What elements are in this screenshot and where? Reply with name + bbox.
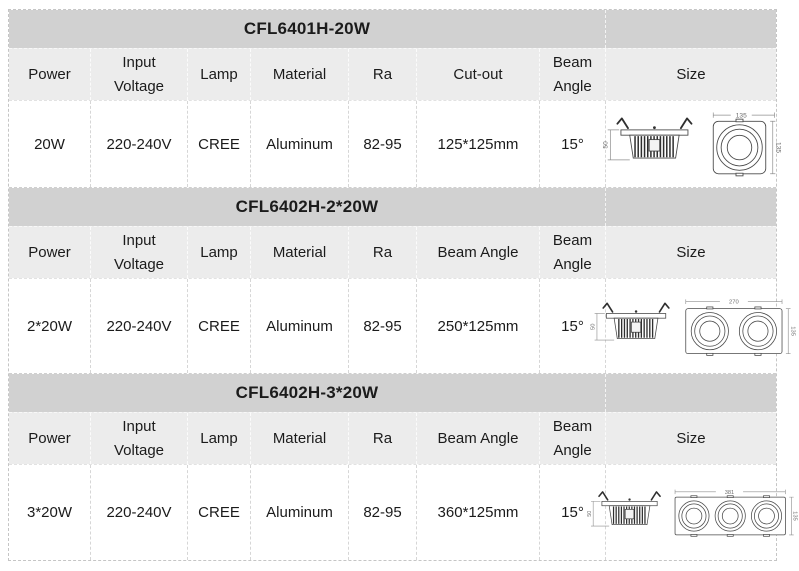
value-power: 20W	[9, 101, 91, 187]
face-height-dim-label: 135	[789, 325, 796, 336]
value-beam-angle-dim: 360*125mm	[417, 465, 540, 560]
value-ra: 82-95	[349, 101, 417, 187]
header-cell-material: Material	[251, 49, 349, 100]
header-cell-power: Power	[9, 49, 91, 100]
spec-data-row	[9, 100, 781, 188]
value-ra: 82-95	[349, 279, 417, 373]
section-title: CFL6402H-3*20W	[9, 374, 606, 412]
downlight-side-view-drawing	[598, 115, 695, 173]
value-lamp: CREE	[188, 465, 251, 560]
product-section-cfl6401h	[9, 10, 781, 188]
product-section-cfl6402h-2	[9, 188, 796, 374]
section-title: CFL6401H-20W	[9, 10, 606, 48]
spec-data-row	[9, 278, 796, 374]
value-beam-angle: 15°	[540, 465, 606, 560]
header-cell-lamp: Lamp	[188, 413, 251, 464]
header-cell-size: Size	[676, 243, 706, 261]
header-cell-lamp: Lamp	[188, 49, 251, 100]
value-power: 2*20W	[9, 279, 91, 373]
section-title-spacer	[606, 10, 776, 48]
face-height-dim-label: 135	[773, 142, 781, 153]
face-width-dim-label: 270	[729, 299, 739, 306]
column-header-row	[9, 226, 776, 278]
header-cell-lamp: Lamp	[188, 227, 251, 278]
value-material: Aluminum	[251, 465, 349, 560]
value-power: 3*20W	[9, 465, 91, 560]
header-cell-input-voltage: Input Voltage	[91, 413, 188, 464]
value-beam-angle: 15°	[540, 101, 606, 187]
value-material: Aluminum	[251, 101, 349, 187]
value-input-voltage: 220-240V	[91, 101, 188, 187]
section-title-spacer	[606, 188, 776, 226]
column-header-row	[9, 48, 776, 100]
header-cell-size: Size	[676, 65, 706, 83]
side-height-dim-label: 50	[602, 141, 610, 149]
value-lamp: CREE	[188, 279, 251, 373]
header-cell-power: Power	[9, 413, 91, 464]
downlight-top-view-drawing	[669, 488, 799, 538]
section-title-row	[9, 10, 776, 48]
product-spec-sheet	[8, 9, 798, 561]
size-drawing-cell	[602, 101, 781, 187]
header-cell-material: Material	[251, 413, 349, 464]
face-height-dim-label: 135	[791, 510, 798, 521]
side-height-dim-label: 50	[587, 510, 593, 517]
value-ra: 82-95	[349, 465, 417, 560]
header-cell-input-voltage: Input Voltage	[91, 227, 188, 278]
face-width-dim-label: 381	[724, 489, 735, 496]
header-cell-size: Size	[676, 429, 706, 447]
side-height-dim-label: 50	[590, 323, 597, 331]
section-title: CFL6402H-2*20W	[9, 188, 606, 226]
value-lamp: CREE	[188, 101, 251, 187]
header-cell-ra: Ra	[349, 413, 417, 464]
value-beam-angle: 15°	[540, 279, 606, 373]
section-title-spacer	[606, 374, 776, 412]
section-title-row	[9, 188, 776, 226]
spec-data-row	[9, 464, 798, 560]
size-drawing-cell	[590, 279, 796, 373]
column-header-row	[9, 412, 776, 464]
header-cell-input-voltage: Input Voltage	[91, 49, 188, 100]
header-cell-ra: Ra	[349, 49, 417, 100]
header-cell-power: Power	[9, 227, 91, 278]
value-cutout: 125*125mm	[417, 101, 540, 187]
value-input-voltage: 220-240V	[91, 465, 188, 560]
value-material: Aluminum	[251, 279, 349, 373]
product-section-cfl6402h-3	[9, 374, 798, 560]
size-drawing-cell	[587, 465, 798, 560]
header-cell-cutout: Cut-out	[417, 49, 540, 100]
value-input-voltage: 220-240V	[91, 279, 188, 373]
header-cell-beam-angle-dim: Beam Angle	[417, 227, 540, 278]
downlight-top-view-drawing	[701, 109, 785, 179]
header-cell-material: Material	[251, 227, 349, 278]
value-beam-angle-dim: 250*125mm	[417, 279, 540, 373]
downlight-side-view-drawing	[583, 489, 663, 537]
header-cell-beam-angle: Beam Angle	[540, 413, 606, 464]
header-cell-beam-angle: Beam Angle	[540, 49, 606, 100]
face-width-dim-label: 135	[735, 112, 747, 120]
downlight-side-view-drawing	[586, 300, 672, 352]
header-cell-ra: Ra	[349, 227, 417, 278]
downlight-top-view-drawing	[678, 296, 796, 357]
header-cell-beam-angle: Beam Angle	[540, 227, 606, 278]
header-cell-beam-angle-dim: Beam Angle	[417, 413, 540, 464]
section-title-row	[9, 374, 776, 412]
